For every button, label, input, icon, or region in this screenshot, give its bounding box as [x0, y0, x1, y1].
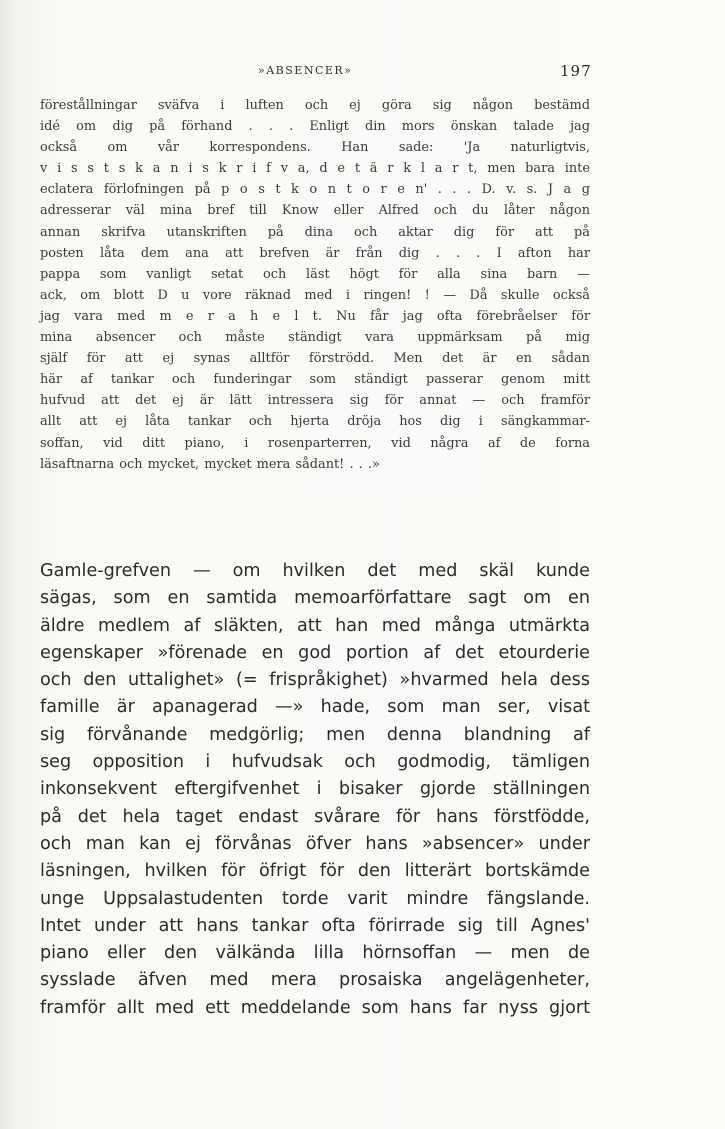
running-title: »ABSENCER»: [258, 64, 353, 77]
narrative-line: Intet under att hans tankar ofta förirrade sig till Agnes': [40, 915, 590, 936]
narrative-paragraph: [40, 558, 590, 1022]
letter-line: posten låta dem ana att brefven är från dig . . . I afton har: [40, 245, 590, 261]
letter-line: annan skrifva utanskriften på dina och aktar dig för att på: [40, 224, 590, 240]
narrative-line: inkonsekvent eftergifvenhet i bisaker gjorde ställningen: [40, 779, 590, 800]
letter-quotation: [40, 95, 590, 475]
narrative-line: famille är apanagerad —» hade, som man ser, visat: [40, 697, 590, 718]
narrative-line: framför allt med ett meddelande som hans far nyss gjort: [40, 997, 590, 1018]
letter-line: också om vår korrespondens. Han sade: 'Ja naturligtvis,: [40, 140, 590, 156]
narrative-line: läsningen, hvilken för öfrigt för den litterärt bortskämde: [40, 861, 590, 882]
narrative-line: Gamle-grefven — om hvilken det med skäl kunde: [40, 561, 590, 581]
narrative-line: seg opposition i hufvudsak och godmodig, tämligen: [40, 752, 590, 773]
narrative-line: sysslade äfven med mera prosaiska angelägenheter,: [40, 970, 590, 991]
letter-line: hufvud att det ej är lätt intressera sig för annat — och framför: [40, 393, 590, 409]
running-head: [0, 62, 725, 82]
letter-line: själf för att ej synas alltför förströdd. Men det är en sådan: [40, 351, 590, 367]
narrative-line: unge Uppsalastudenten torde varit mindre fängslande.: [40, 888, 590, 909]
narrative-line: på det hela taget endast svårare för hans förstfödde,: [40, 806, 590, 827]
letter-line: förestållningar sväfva i luften och ej göra sig någon bestämd: [40, 98, 590, 113]
narrative-line: sägas, som en samtida memoarförfattare sagt om en: [40, 588, 590, 609]
letter-line: mina absencer och måste ständigt vara uppmärksam på mig: [40, 330, 590, 346]
letter-line: ack, om blott D u vore räknad med i ringen! ! — Då skulle också: [40, 287, 590, 303]
letter-line: adresserar väl mina bref till Know eller Alfred och du låter någon: [40, 203, 590, 219]
page-number: 197: [560, 62, 592, 80]
letter-line: här af tankar och funderingar som ständigt passerar genom mitt: [40, 372, 590, 388]
narrative-line: egenskaper »förenade en god portion af det etourderie: [40, 642, 590, 663]
letter-line: jag vara med m e r a h e l t. Nu får jag ofta förebråelser för: [40, 308, 590, 324]
letter-line: allt att ej låta tankar och hjerta dröja hos dig i sängkammar-: [40, 414, 590, 430]
narrative-line: äldre medlem af släkten, att han med många utmärkta: [40, 615, 590, 636]
narrative-line: och den uttalighet» (= frispråkighet) »hvarmed hela dess: [40, 670, 590, 691]
narrative-line: sig förvånande medgörlig; men denna blandning af: [40, 724, 590, 745]
narrative-line: och man kan ej förvånas öfver hans »absencer» under: [40, 833, 590, 854]
letter-line: soffan, vid ditt piano, i rosenparterren, vid några af de forna: [40, 435, 590, 451]
letter-line: v i s s t s k a n i s k r i f v a, d e t ä r k l a r t, men bara inte: [40, 161, 590, 177]
narrative-line: piano eller den välkända lilla hörnsoffan — men de: [40, 943, 590, 964]
letter-line: eclatera förlofningen på p o s t k o n t o r e n' . . . D. v. s. J a g: [40, 182, 590, 198]
letter-line: pappa som vanligt setat och läst högt för alla sina barn —: [40, 266, 590, 282]
letter-line: idé om dig på förhand . . . Enligt din mors önskan talade jag: [40, 119, 590, 135]
letter-line: läsaftnarna och mycket, mycket mera sådant! . . .»: [40, 456, 380, 472]
